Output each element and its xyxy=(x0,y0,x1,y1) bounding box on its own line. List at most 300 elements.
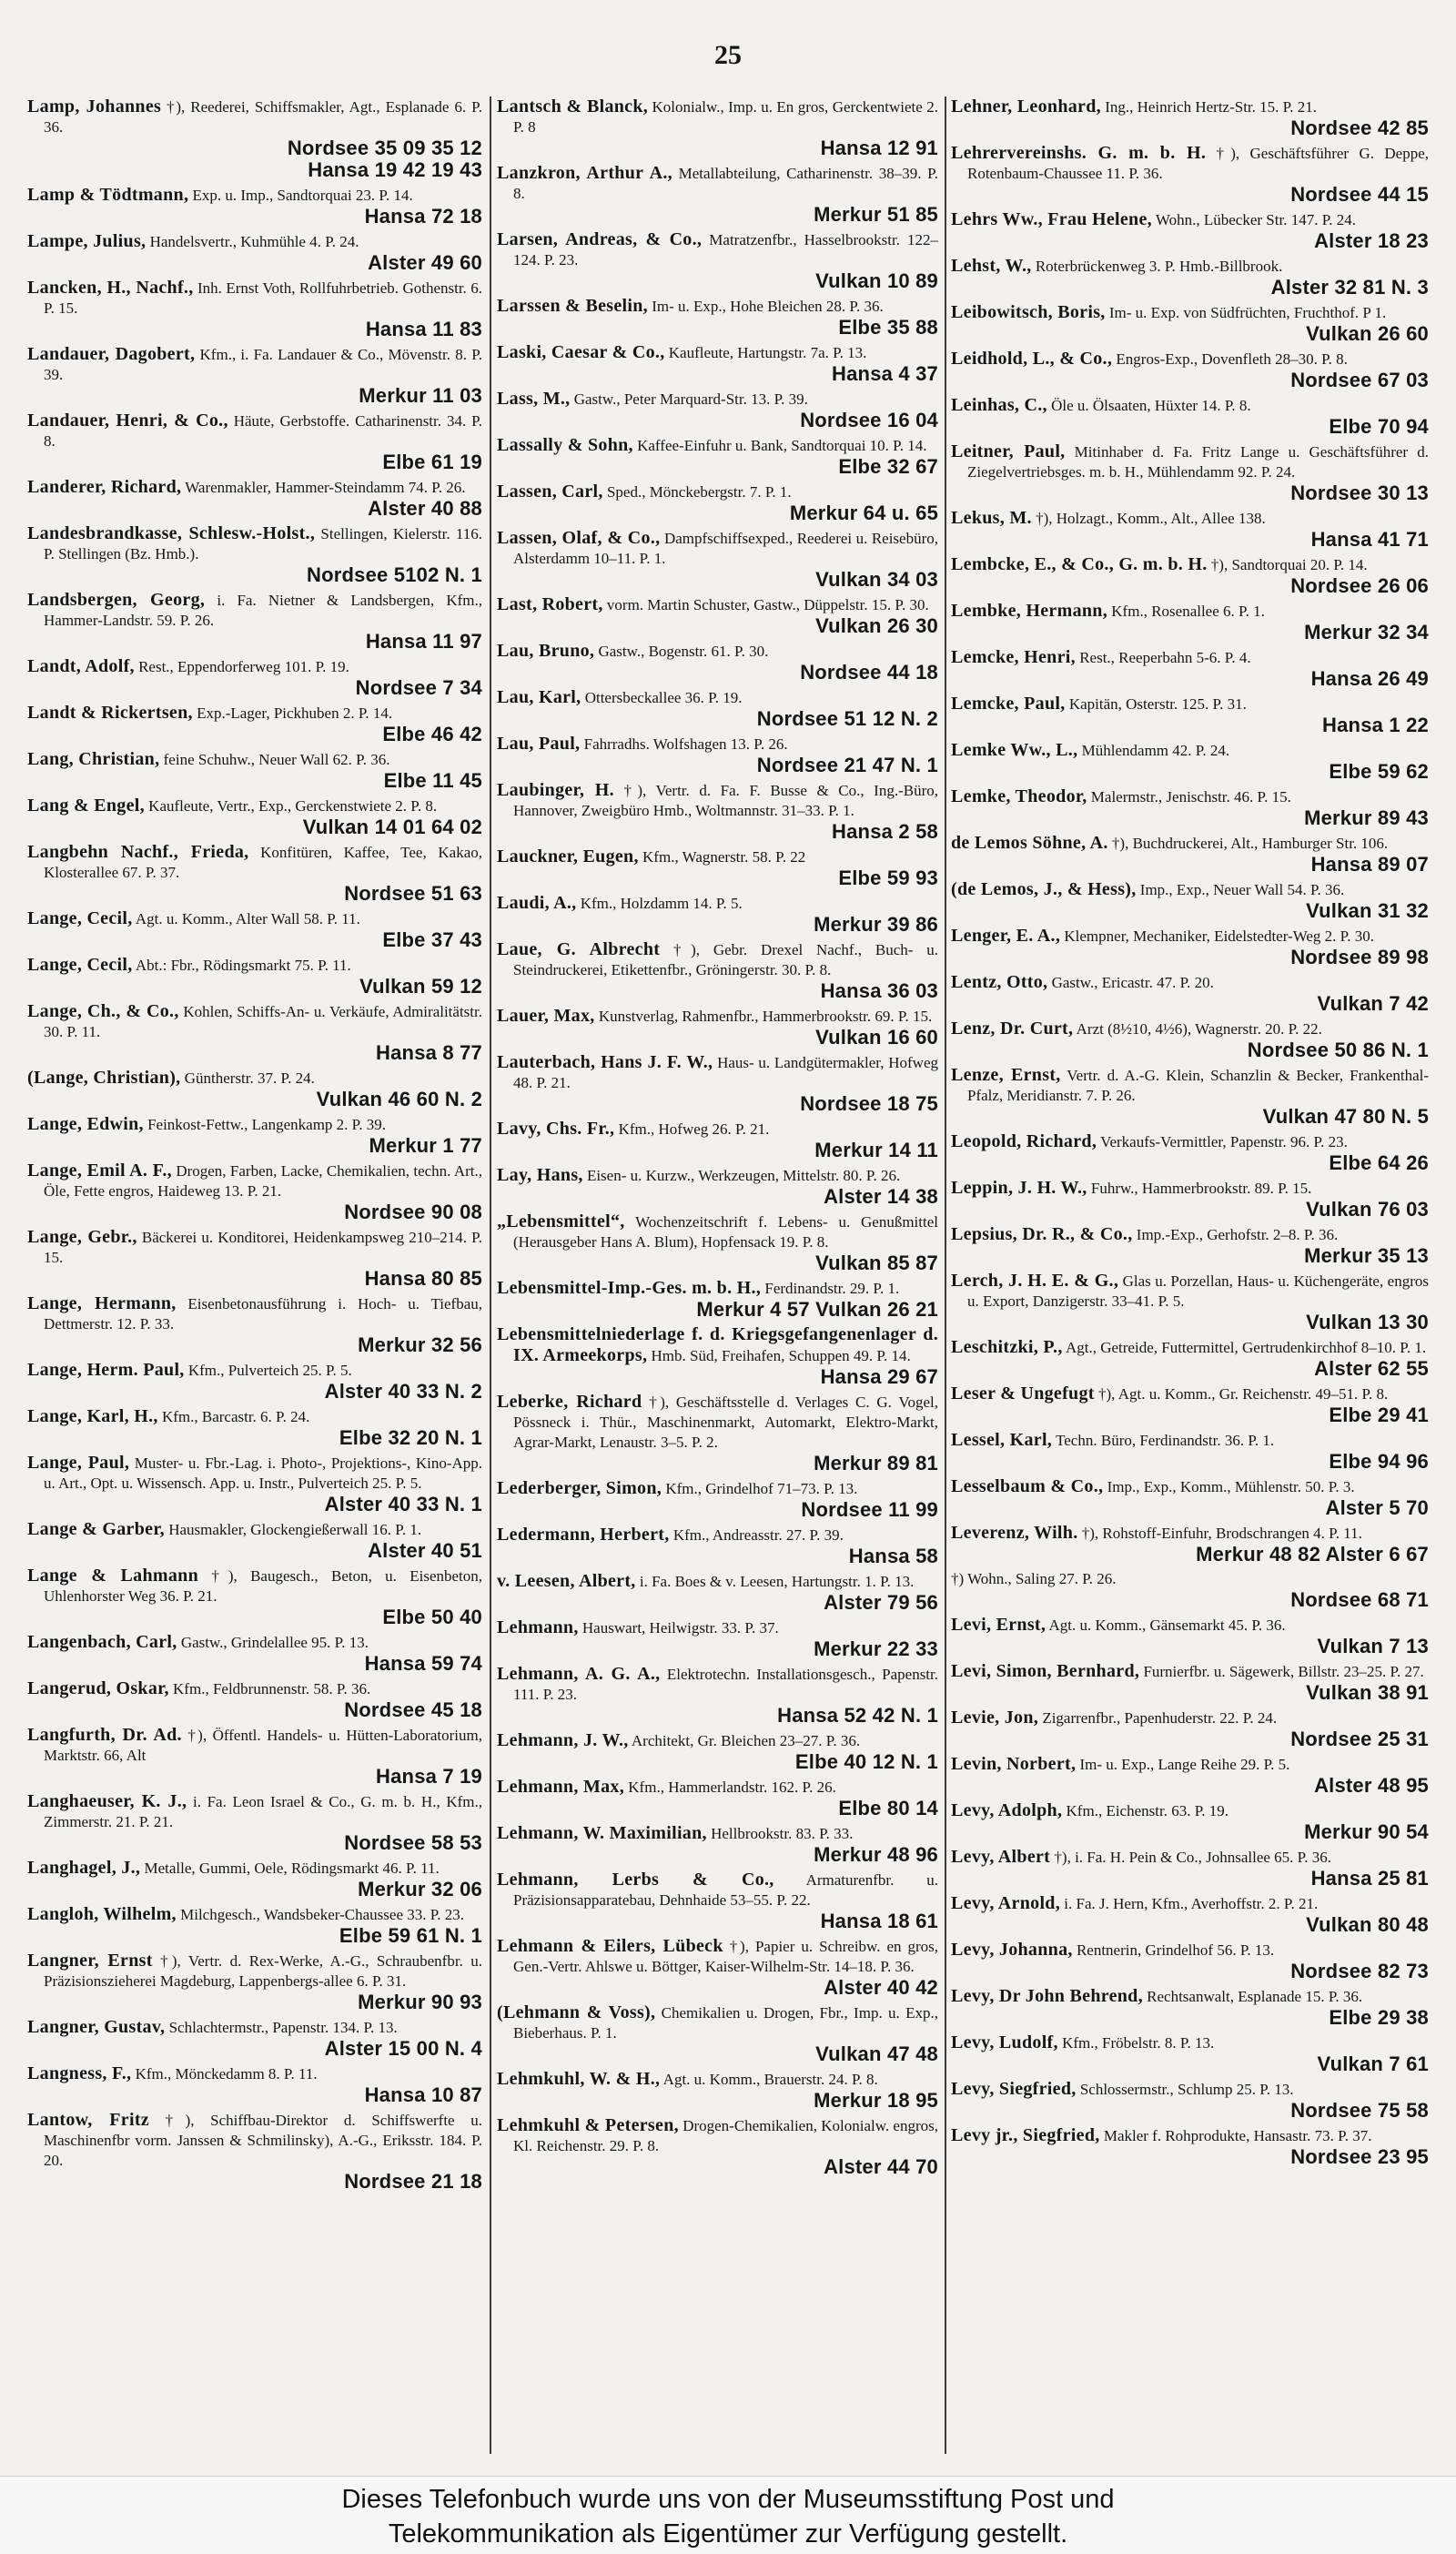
directory-entry xyxy=(27,1791,482,1854)
entry-details: Exp.-Lager, Pickhuben 2. P. 14. xyxy=(197,704,393,722)
entry-details: Kolonialw., Imp. u. En gros, Gerckentwiete 2. P. 8 xyxy=(513,98,938,136)
entry-name: Leppin, J. H. W., xyxy=(951,1178,1087,1198)
entry-name: Levy, Dr John Behrend, xyxy=(951,1986,1143,2006)
directory-entry xyxy=(27,1068,482,1110)
entry-details: Furnierfbr. u. Sägewerk, Billstr. 23–25. P. 27. xyxy=(1143,1663,1424,1680)
phone-number: Alster 48 95 xyxy=(1314,1774,1429,1797)
phone-number: Nordsee 90 08 xyxy=(344,1201,482,1223)
entry-name: Lehmann, W. Maximilian, xyxy=(497,1823,707,1843)
entry-name: Langness, F., xyxy=(27,2063,132,2083)
entry-name: v. Leesen, Albert, xyxy=(497,1571,636,1591)
footer-line-2: Telekommunikation als Eigentümer zur Verfügung gestellt. xyxy=(388,2519,1068,2549)
entry-details: †), Agt. u. Komm., Gr. Reichenstr. 49–51. P. 8. xyxy=(1098,1385,1389,1403)
entry-name: Leser & Ungefugt xyxy=(951,1383,1095,1404)
phone-number: Vulkan 34 03 xyxy=(815,568,938,591)
directory-entry xyxy=(497,1119,938,1161)
entry-name: Lebensmittel-Imp.-Ges. m. b. H., xyxy=(497,1278,762,1298)
entry-name: Langhagel, J., xyxy=(27,1858,141,1878)
entry-name: Lange, Herm. Paul, xyxy=(27,1360,185,1380)
directory-entry xyxy=(27,1406,482,1449)
entry-details: †), Gebr. Drexel Nachf., Buch- u. Steindruckerei, Etikettenfbr., Gröningerstr. 30. P. 8. xyxy=(513,941,938,978)
entry-details: Kfm., Andreasstr. 27. P. 39. xyxy=(672,1526,844,1544)
entry-name: Levy, Ludolf, xyxy=(951,2032,1058,2052)
phone-number: Merkur 4 57 Vulkan 26 21 xyxy=(696,1298,938,1321)
entry-details: †), Reederei, Schiffsmakler, Agt., Esplanade 6. P. 36. xyxy=(44,98,482,136)
entry-details: Wohn., Lübecker Str. 147. P. 24. xyxy=(1155,211,1357,228)
phone-number: Vulkan 16 60 xyxy=(815,1026,938,1049)
entry-details: Agt. u. Komm., Gänsemarkt 45. P. 36. xyxy=(1048,1617,1286,1634)
entry-details: Kfm., Wagnerstr. 58. P. 22 xyxy=(642,848,806,866)
directory-entry xyxy=(497,734,938,776)
phone-number: Nordsee 16 04 xyxy=(800,409,938,431)
directory-entry xyxy=(951,1271,1429,1333)
directory-entry xyxy=(951,1754,1429,1797)
directory-entry xyxy=(27,1632,482,1675)
entry-details: Feinkost-Fettw., Langenkamp 2. P. 39. xyxy=(147,1116,386,1133)
entry-details: Vertr. d. A.-G. Klein, Schanzlin & Becker, Frankenthal-Pfalz, Meridianstr. 7. P. 26. xyxy=(967,1067,1429,1104)
entry-name: Landauer, Henri, & Co., xyxy=(27,410,228,431)
directory-entry xyxy=(27,1904,482,1947)
directory-entry xyxy=(497,594,938,637)
entry-details: Rentnerin, Grindelhof 56. P. 13. xyxy=(1076,1941,1275,1959)
entry-details: Arzt (8½10, 4½6), Wagnerstr. 20. P. 22. xyxy=(1076,1020,1322,1038)
entry-name: Landsbergen, Georg, xyxy=(27,590,206,610)
entry-name: Langhaeuser, K. J., xyxy=(27,1791,187,1811)
entry-details: Glas u. Porzellan, Haus- u. Küchengeräte, engros u. Export, Danzigerstr. 33–41. P. 5. xyxy=(967,1272,1429,1310)
directory-entry xyxy=(27,1678,482,1721)
entry-name: Langbehn Nachf., Frieda, xyxy=(27,842,249,862)
entry-name: Lassen, Olaf, & Co., xyxy=(497,528,661,548)
directory-entry xyxy=(27,1001,482,1064)
entry-name: Leitner, Paul, xyxy=(951,441,1066,461)
entry-name: Lange, Paul, xyxy=(27,1453,130,1473)
phone-number: Vulkan 47 48 xyxy=(815,2042,938,2065)
directory-entry xyxy=(951,1800,1429,1843)
phone-number: Nordsee 58 53 xyxy=(344,1831,482,1854)
phone-number: Merkur 11 03 xyxy=(359,384,482,407)
phone-number: Elbe 50 40 xyxy=(382,1606,482,1628)
entry-name: Landauer, Dagobert, xyxy=(27,344,196,364)
entry-name: Lang & Engel, xyxy=(27,796,145,816)
entry-details: Kunstverlag, Rahmenfbr., Hammerbrookstr. 69. P. 15. xyxy=(598,1008,933,1025)
phone-number: Hansa 26 49 xyxy=(1310,667,1429,690)
entry-name: Lehmann, xyxy=(497,1617,579,1637)
directory-entry xyxy=(27,1227,482,1290)
entry-name: Landesbrandkasse, Schlesw.-Holst., xyxy=(27,523,316,543)
entry-details: Bäckerei u. Konditorei, Heidenkampsweg 210–214. P. 15. xyxy=(44,1229,482,1266)
entry-name: Lauckner, Eugen, xyxy=(497,846,639,867)
entry-name: Lau, Paul, xyxy=(497,734,581,754)
entry-name: Leopold, Richard, xyxy=(951,1131,1097,1151)
phone-number: Vulkan 47 80 N. 5 xyxy=(1262,1105,1429,1128)
entry-details: feine Schuhw., Neuer Wall 62. P. 36. xyxy=(163,751,390,768)
entry-details: Dampfschiffsexped., Reederei u. Reisebüro, Alsterdamm 10–11. P. 1. xyxy=(513,530,938,567)
entry-details: Gastw., Grindelallee 95. P. 13. xyxy=(180,1634,369,1651)
entry-details: Öle u. Ölsaaten, Hüxter 14. P. 8. xyxy=(1051,397,1251,414)
entry-details: Armaturenfbr. u. Präzisionsapparatebau, Dehnhaide 53–55. P. 22. xyxy=(513,1871,938,1909)
entry-details: Architekt, Gr. Bleichen 23–27. P. 36. xyxy=(631,1732,861,1749)
phone-number: Alster 5 70 xyxy=(1325,1496,1429,1519)
directory-entry xyxy=(951,2125,1429,2168)
entry-name: Lembke, Hermann, xyxy=(951,601,1108,621)
directory-entry xyxy=(27,96,482,181)
directory-entry xyxy=(497,1211,938,1274)
entry-name: Levy, Johanna, xyxy=(951,1940,1073,1960)
directory-entry xyxy=(27,1160,482,1223)
entry-name: (Lehmann & Voss), xyxy=(497,2002,656,2022)
phone-number: Alster 40 42 xyxy=(824,1976,938,1999)
phone-number: Hansa 1 22 xyxy=(1322,714,1429,736)
entry-details: Kfm., Barcastr. 6. P. 24. xyxy=(161,1408,310,1425)
directory-entry xyxy=(27,1725,482,1788)
entry-details: Häute, Gerbstoffe. Catharinenstr. 34. P. 8. xyxy=(44,412,482,450)
phone-number: Merkur 32 56 xyxy=(358,1333,482,1356)
directory-entry xyxy=(497,1571,938,1614)
entry-details: Gastw., Ericastr. 47. P. 20. xyxy=(1051,974,1214,991)
entry-name: Lassally & Sohn, xyxy=(497,435,633,455)
entry-name: Lange, Karl, H., xyxy=(27,1406,158,1426)
entry-details: Milchgesch., Wandsbeker-Chaussee 33. P. 23. xyxy=(180,1906,465,1923)
directory-entry xyxy=(27,1293,482,1356)
phone-number: Vulkan 10 89 xyxy=(815,269,938,292)
phone-number: Merkur 51 85 xyxy=(814,203,938,226)
phone-number: Alster 40 88 xyxy=(368,497,482,520)
directory-entry xyxy=(951,1940,1429,1982)
phone-number: Vulkan 59 12 xyxy=(359,975,482,998)
entry-name: Lange, Ch., & Co., xyxy=(27,1001,179,1021)
directory-entry xyxy=(27,1519,482,1562)
column-3 xyxy=(951,96,1429,2463)
entry-name: Lang, Christian, xyxy=(27,749,160,769)
phone-number: Nordsee 30 13 xyxy=(1290,481,1429,504)
entry-name: Landerer, Richard, xyxy=(27,477,182,497)
directory-entry xyxy=(497,1052,938,1115)
phone-number: Alster 40 33 N. 1 xyxy=(324,1493,482,1515)
directory-entry xyxy=(27,185,482,228)
phone-number: Nordsee 50 86 N. 1 xyxy=(1247,1039,1429,1061)
directory-entry xyxy=(497,96,938,159)
entry-details: †), Papier u. Schreibw. en gros, Gen.-Vertr. Ahlswe u. Böttger, Kaiser-Wilhelm-Str. 14–18. P. 36. xyxy=(513,1938,938,1975)
entry-details: Kfm., Feldbrunnenstr. 58. P. 36. xyxy=(173,1680,371,1698)
entry-name: Levy, Siegfried, xyxy=(951,2079,1077,2099)
entry-details: Kaufleute, Vertr., Exp., Gerckenstwiete 2. P. 8. xyxy=(148,797,438,815)
entry-name: Last, Robert, xyxy=(497,594,603,614)
entry-name: Langenbach, Carl, xyxy=(27,1632,177,1652)
footer-line-1: Dieses Telefonbuch wurde uns von der Museumsstiftung Post und xyxy=(341,2485,1115,2514)
entry-name: Leberke, Richard xyxy=(497,1392,642,1412)
entry-name: Lehrervereinshs. G. m. b. H. xyxy=(951,143,1207,163)
phone-number: Vulkan 80 48 xyxy=(1306,1913,1429,1936)
directory-entry xyxy=(27,749,482,792)
directory-entry xyxy=(497,1392,938,1475)
directory-entry xyxy=(27,590,482,653)
phone-number: Nordsee 26 06 xyxy=(1290,574,1429,597)
entry-details: †) Wohn., Saling 27. P. 26. xyxy=(951,1570,1117,1587)
directory-entry xyxy=(27,523,482,586)
phone-number: Merkur 90 93 xyxy=(358,1991,482,2013)
phone-number: Vulkan 7 42 xyxy=(1317,992,1429,1015)
entry-details: Muster- u. Fbr.-Lag. i. Photo-, Projektions-, Kino-App. u. Art., Opt. u. Wissensch. App. u. Instr., Pulverteich 25. P. 5. xyxy=(44,1454,482,1492)
phone-number: Hansa 25 81 xyxy=(1310,1867,1429,1890)
entry-name: Laudi, A., xyxy=(497,893,577,913)
phone-number: Vulkan 14 01 64 02 xyxy=(302,816,482,838)
entry-name: Lenger, E. A., xyxy=(951,926,1061,946)
entry-details: Imp., Exp., Komm., Mühlenstr. 50. P. 3. xyxy=(1107,1478,1355,1495)
entry-details: Matratzenfbr., Hasselbrookstr. 122–124. P. 23. xyxy=(513,231,938,269)
entry-name: Lange, Cecil, xyxy=(27,955,133,975)
phone-number: Nordsee 21 47 N. 1 xyxy=(756,754,938,776)
phone-number: Hansa 59 74 xyxy=(364,1652,482,1675)
entry-details: Kaufleute, Hartungstr. 7a. P. 13. xyxy=(668,344,867,361)
entry-details: †), i. Fa. H. Pein & Co., Johnsallee 65. P. 36. xyxy=(1054,1849,1331,1866)
directory-entry xyxy=(497,846,938,889)
entry-details: †), Vertr. d. Rex-Werke, A.-G., Schraubenfbr. u. Präzisionszieherei Magdeburg, Lappenbergs-allee 6. P. 31. xyxy=(44,1952,482,1990)
entry-name: Levy, Arnold, xyxy=(951,1893,1061,1913)
phone-number: Hansa 8 77 xyxy=(376,1041,482,1064)
directory-entry xyxy=(951,1476,1429,1519)
entry-name: Lehmann & Eilers, Lübeck xyxy=(497,1936,723,1956)
directory-entry xyxy=(951,1708,1429,1750)
entry-details: Roterbrückenweg 3. P. Hmb.-Billbrook. xyxy=(1035,258,1283,275)
directory-entry xyxy=(497,687,938,730)
directory-entry xyxy=(951,786,1429,829)
directory-entry xyxy=(497,1525,938,1567)
entry-details: Hmb. Süd, Freihafen, Schuppen 49. P. 14. xyxy=(651,1347,911,1364)
directory-entry xyxy=(27,955,482,998)
directory-entry xyxy=(497,342,938,385)
entry-details: Stellingen, Kielerstr. 116. P. Stellingen (Bz. Hmb.). xyxy=(44,525,482,562)
phone-number: Elbe 59 93 xyxy=(838,867,938,889)
entry-name: Levy jr., Siegfried, xyxy=(951,2125,1100,2145)
directory-entry xyxy=(497,780,938,843)
phone-number: Hansa 4 37 xyxy=(832,362,938,385)
phone-number: Merkur 48 82 Alster 6 67 xyxy=(1196,1543,1429,1566)
entry-name: Lange, Gebr., xyxy=(27,1227,137,1247)
entry-details: Kaffee-Einfuhr u. Bank, Sandtorquai 10. P. 14. xyxy=(637,437,927,454)
phone-number: Hansa 10 87 xyxy=(364,2083,482,2106)
directory-entry xyxy=(27,2110,482,2193)
phone-number: Nordsee 11 99 xyxy=(801,1498,938,1521)
phone-number: Vulkan 76 03 xyxy=(1306,1198,1429,1221)
entry-details: i. Fa. J. Hern, Kfm., Averhoffstr. 2. P. 21. xyxy=(1064,1895,1319,1912)
phone-number: Alster 15 00 N. 4 xyxy=(324,2037,482,2060)
entry-name: Leinhas, C., xyxy=(951,395,1047,415)
entry-details: †), Geschäftsstelle d. Verlages C. G. Vogel, Pössneck i. Thür., Maschinenmarkt, Automarkt, Elektro-Markt, Agrar-Markt, Lenaustr. 3–5. P. 2. xyxy=(513,1394,938,1451)
entry-details: Haus- u. Landgütermakler, Hofweg 48. P. 21. xyxy=(513,1054,938,1091)
entry-details: Malermstr., Jenischstr. 46. P. 15. xyxy=(1090,788,1291,806)
entry-details: Güntherstr. 37. P. 24. xyxy=(184,1069,315,1087)
directory-entry xyxy=(27,1951,482,2013)
entry-name: Levy, Albert xyxy=(951,1847,1051,1867)
directory-entry xyxy=(497,1617,938,1660)
entry-name: Lemke Ww., L., xyxy=(951,740,1078,760)
entry-name: Landt, Adolf, xyxy=(27,656,135,676)
directory-entry xyxy=(951,1019,1429,1061)
directory-entry xyxy=(951,1430,1429,1473)
entry-details: Hauswart, Heilwigstr. 33. P. 37. xyxy=(581,1619,779,1637)
entry-name: Lentz, Otto, xyxy=(951,972,1048,992)
directory-entry xyxy=(27,1566,482,1628)
phone-number: Alster 79 56 xyxy=(824,1591,938,1614)
entry-details: †), Holzagt., Komm., Alt., Allee 138. xyxy=(1036,510,1266,527)
entry-details: Hellbrookstr. 83. P. 33. xyxy=(711,1825,854,1842)
entry-name: Laubinger, H. xyxy=(497,780,614,800)
phone-number: Nordsee 68 71 xyxy=(1290,1588,1429,1611)
phone-number: Nordsee 35 09 35 12 xyxy=(287,137,482,159)
phone-number: Alster 32 81 N. 3 xyxy=(1270,276,1429,299)
entry-name: Leschitzki, P., xyxy=(951,1337,1063,1357)
entry-name: Lauterbach, Hans J. F. W., xyxy=(497,1052,713,1072)
entry-name: Leidhold, L., & Co., xyxy=(951,349,1113,369)
directory-entry xyxy=(497,1478,938,1521)
entry-details: Makler f. Rohprodukte, Hansastr. 73. P. 37. xyxy=(1103,2127,1372,2144)
phone-number: Merkur 35 13 xyxy=(1304,1244,1429,1267)
phone-number: Hansa 12 91 xyxy=(820,137,938,159)
directory-entry xyxy=(951,143,1429,206)
entry-name: Lesselbaum & Co., xyxy=(951,1476,1104,1496)
phone-number: Vulkan 26 60 xyxy=(1306,322,1429,345)
entry-name: Lange, Hermann, xyxy=(27,1293,177,1313)
entry-details: Kfm., Hammerlandstr. 162. P. 26. xyxy=(628,1779,836,1796)
directory-entry xyxy=(951,1523,1429,1566)
entry-details: Hausmakler, Glockengießerwall 16. P. 1. xyxy=(168,1521,422,1538)
phone-number: Nordsee 18 75 xyxy=(800,1092,938,1115)
entry-details: i. Fa. Nietner & Landsbergen, Kfm., Hammer-Landstr. 59. P. 26. xyxy=(44,592,482,629)
phone-number: Hansa 29 67 xyxy=(820,1365,938,1388)
entry-details: Kfm., Hofweg 26. P. 21. xyxy=(618,1120,770,1138)
directory-entry xyxy=(497,1278,938,1321)
entry-name: Lamp & Tödtmann, xyxy=(27,185,189,205)
entry-details: Kfm., Grindelhof 71–73. P. 13. xyxy=(665,1480,858,1497)
directory-entry xyxy=(27,231,482,274)
directory-entry xyxy=(951,879,1429,922)
entry-details: Im- u. Exp. von Südfrüchten, Fruchthof. P 1. xyxy=(1108,304,1387,321)
entry-name: Lassen, Carl, xyxy=(497,481,603,502)
entry-name: Lavy, Chs. Fr., xyxy=(497,1119,615,1139)
entry-details: Kfm., Pulverteich 25. P. 5. xyxy=(187,1362,352,1379)
phone-number: Nordsee 25 31 xyxy=(1290,1728,1429,1750)
entry-name: Levin, Norbert, xyxy=(951,1754,1077,1774)
entry-name: Lass, M., xyxy=(497,389,571,409)
directory-entry xyxy=(497,641,938,684)
entry-details: Kfm., Mönckedamm 8. P. 11. xyxy=(135,2065,318,2083)
entry-name: Lange, Emil A. F., xyxy=(27,1160,172,1181)
entry-details: Verkaufs-Vermittler, Papenstr. 96. P. 23. xyxy=(1100,1133,1348,1150)
directory-entry xyxy=(951,1337,1429,1380)
entry-details: Wochenzeitschrift f. Lebens- u. Genußmittel (Herausgeber Hans A. Blum), Hopfensack 19. P. 8. xyxy=(513,1213,938,1251)
entry-details: Engros-Exp., Dovenfleth 28–30. P. 8. xyxy=(1116,350,1348,368)
directory-entry xyxy=(497,939,938,1002)
entry-name: Lamp, Johannes xyxy=(27,96,162,117)
phone-number: Alster 49 60 xyxy=(368,251,482,274)
phone-number: Merkur 18 95 xyxy=(814,2089,938,2112)
phone-number: Nordsee 45 18 xyxy=(344,1698,482,1721)
directory-entry xyxy=(27,278,482,340)
directory-entry xyxy=(497,389,938,431)
entry-details: Imp., Exp., Neuer Wall 54. P. 36. xyxy=(1139,881,1345,898)
entry-details: †), Baugesch., Beton, u. Eisenbeton, Uhlenhorster Weg 36. P. 21. xyxy=(44,1567,482,1605)
directory-entry xyxy=(951,1178,1429,1221)
directory-entry xyxy=(951,1661,1429,1704)
entry-name: Lemcke, Henri, xyxy=(951,647,1076,667)
entry-name: Levi, Ernst, xyxy=(951,1615,1046,1635)
phone-number: Hansa 2 58 xyxy=(832,820,938,843)
entry-details: Chemikalien u. Drogen, Fbr., Imp. u. Exp., Bieberhaus. P. 1. xyxy=(513,2004,938,2042)
entry-details: Fahrradhs. Wolfshagen 13. P. 26. xyxy=(583,735,788,753)
entry-name: Lessel, Karl, xyxy=(951,1430,1053,1450)
entry-details: Elektrotechn. Installationsgesch., Papenstr. 111. P. 23. xyxy=(513,1666,938,1703)
phone-number: Hansa 89 07 xyxy=(1310,853,1429,876)
entry-details: Gastw., Bogenstr. 61. P. 30. xyxy=(598,643,769,660)
directory-entry xyxy=(951,302,1429,345)
directory-entry xyxy=(27,703,482,745)
entry-name: Lantow, Fritz xyxy=(27,2110,149,2130)
entry-name: Lehmann, A. G. A., xyxy=(497,1664,661,1684)
phone-number: Merkur 64 u. 65 xyxy=(789,502,938,524)
phone-number: Hansa 72 18 xyxy=(364,205,482,228)
entry-details: Drogen-Chemikalien, Kolonialw. engros, Kl. Reichenstr. 29. P. 8. xyxy=(513,2117,938,2154)
entry-details: †), Geschäftsführer G. Deppe, Rotenbaum-Chaussee 11. P. 36. xyxy=(967,145,1429,182)
entry-name: Lange & Lahmann xyxy=(27,1566,198,1586)
entry-details: †), Vertr. d. Fa. F. Busse & Co., Ing.-Büro, Hannover, Zweigbüro Hmb., Woltmannstr. 31–33. P. 1. xyxy=(513,782,938,819)
entry-name: Lauer, Max, xyxy=(497,1006,595,1026)
directory-entry xyxy=(497,1006,938,1049)
directory-entry xyxy=(951,1383,1429,1426)
phone-number: Elbe 32 67 xyxy=(838,455,938,478)
phone-number: Elbe 29 41 xyxy=(1329,1404,1429,1426)
directory-entry xyxy=(27,842,482,905)
entry-name: Langner, Gustav, xyxy=(27,2017,166,2037)
directory-entry xyxy=(497,1777,938,1819)
entry-name: Lehst, W., xyxy=(951,256,1032,276)
directory-entry xyxy=(951,1986,1429,2029)
entry-details: Techn. Büro, Ferdinandstr. 36. P. 1. xyxy=(1056,1432,1275,1449)
entry-details: Kohlen, Schiffs-An- u. Verkäufe, Admiralitätstr. 30. P. 11. xyxy=(44,1003,482,1040)
phone-number: Hansa 80 85 xyxy=(364,1267,482,1290)
directory-entry xyxy=(497,1730,938,1773)
entry-name: Levie, Jon, xyxy=(951,1708,1039,1728)
entry-name: Lehmann, J. W., xyxy=(497,1730,629,1750)
directory-entry xyxy=(27,1114,482,1157)
phone-number: Hansa 52 42 N. 1 xyxy=(777,1704,938,1727)
entry-details: Imp.-Exp., Gerhofstr. 2–8. P. 36. xyxy=(1136,1226,1339,1243)
entry-name: Langfurth, Dr. Ad. xyxy=(27,1725,182,1745)
entry-details: Ferdinandstr. 29. P. 1. xyxy=(764,1280,900,1297)
entry-name: Lau, Bruno, xyxy=(497,641,595,661)
phone-number: Alster 18 23 xyxy=(1314,229,1429,252)
column-2 xyxy=(497,96,938,2463)
entry-details: Drogen, Farben, Lacke, Chemikalien, techn. Art., Öle, Fette engros, Haideweg 13. P. 21. xyxy=(44,1162,482,1200)
directory-entry xyxy=(951,96,1429,139)
entry-details: Schlossermstr., Schlump 25. P. 13. xyxy=(1079,2081,1294,2098)
entry-name: Lenz, Dr. Curt, xyxy=(951,1019,1074,1039)
entry-details: Ottersbeckallee 36. P. 19. xyxy=(584,689,743,706)
entry-details: Sped., Mönckebergstr. 7. P. 1. xyxy=(606,483,792,501)
directory-entry xyxy=(27,344,482,407)
entry-name: Lehmkuhl, W. & H., xyxy=(497,2069,661,2089)
entry-name: Lemke, Theodor, xyxy=(951,786,1087,806)
entry-name: (de Lemos, J., & Hess), xyxy=(951,879,1137,899)
phone-number: Elbe 64 26 xyxy=(1329,1151,1429,1174)
directory-entry xyxy=(951,740,1429,783)
entry-details: Warenmakler, Hammer-Steindamm 74. P. 26. xyxy=(185,479,466,496)
phone-number: Elbe 40 12 N. 1 xyxy=(794,1750,938,1773)
directory-entry xyxy=(27,796,482,838)
phone-number: Vulkan 85 87 xyxy=(815,1252,938,1274)
directory-entry xyxy=(27,1360,482,1403)
phone-number: Vulkan 7 13 xyxy=(1317,1635,1429,1657)
phone-number: Nordsee 51 12 N. 2 xyxy=(756,707,938,730)
